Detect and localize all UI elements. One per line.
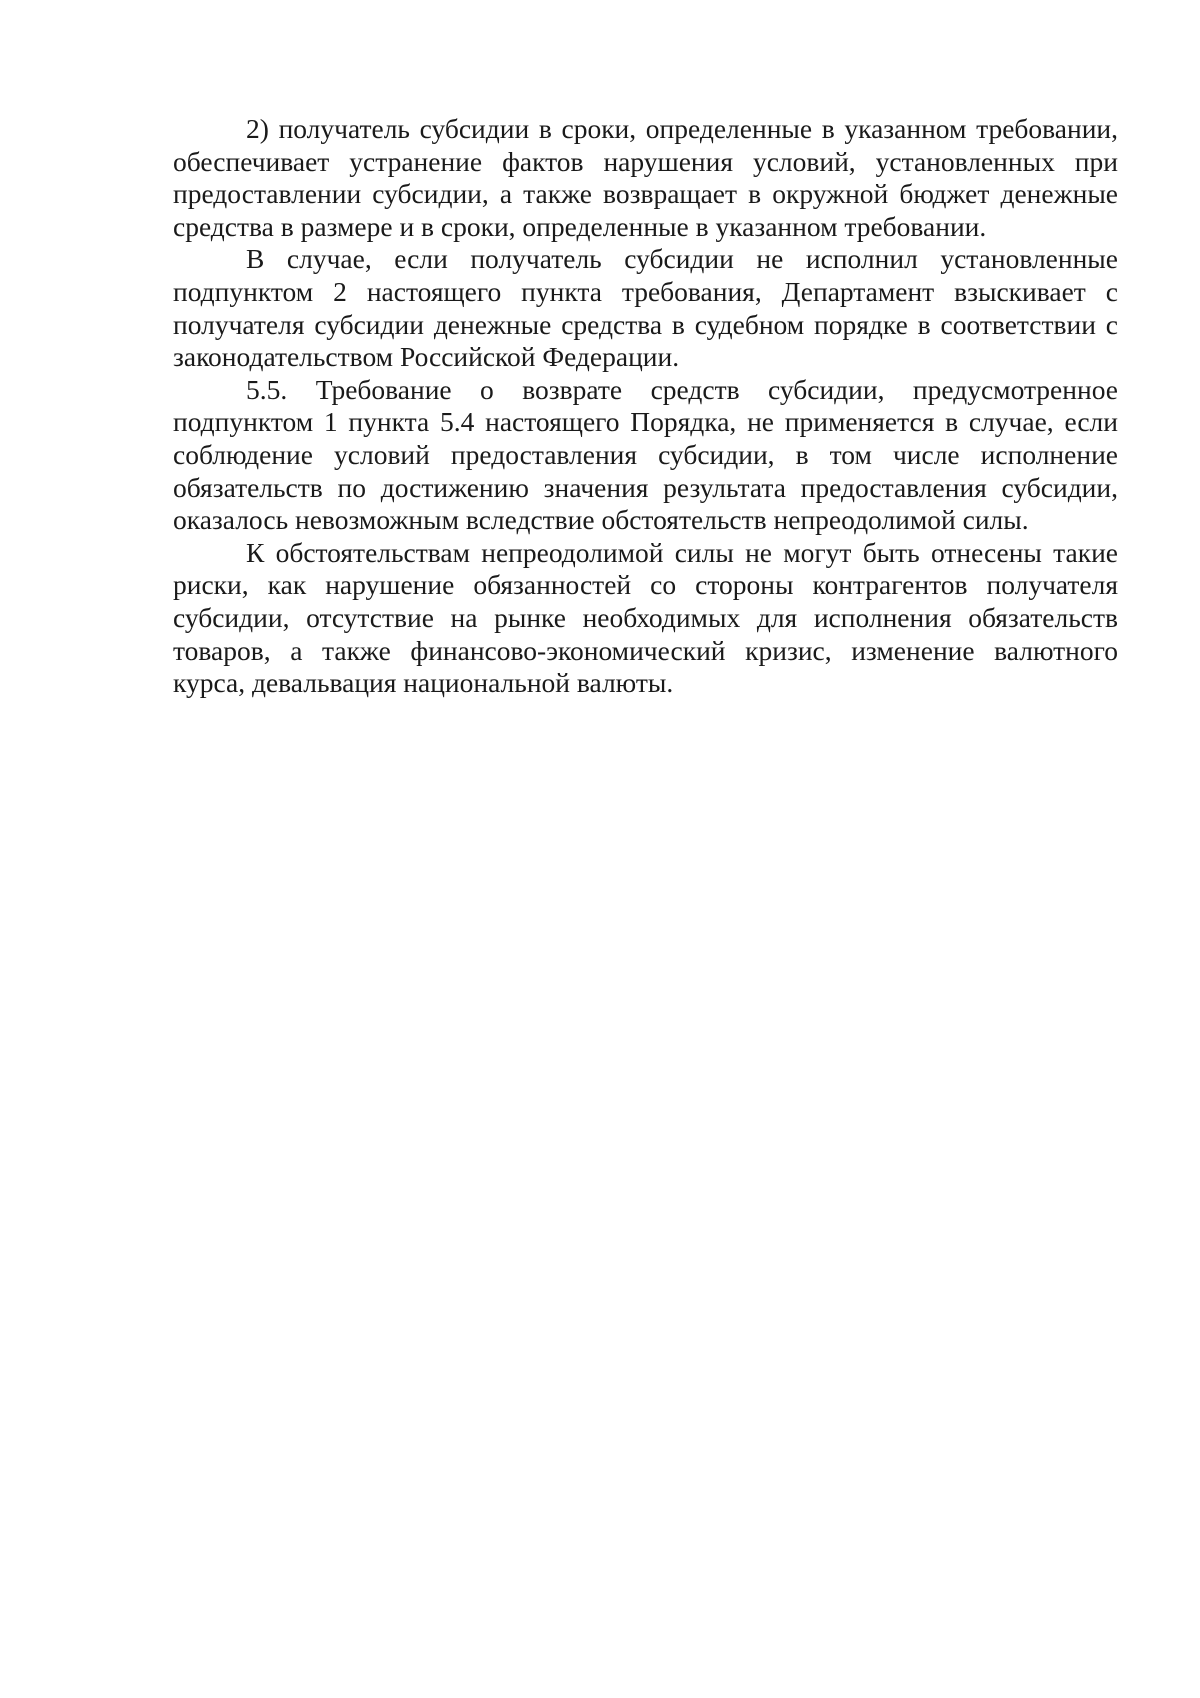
paragraph-section-5-5: 5.5. Требование о возврате средств субсидии, предусмотренное подпунктом 1 пункта 5.4 настоящего Порядка, не применяется в случае, если соблюдение условий предоставления субсидии, в том числе исполнение обязательств по достижению значения результата предоставления субсидии, оказалось невозможным вследствие обстоятельств непреодолимой силы.: [173, 373, 1118, 536]
paragraph-force-majeure-exclusions: К обстоятельствам непреодолимой силы не могут быть отнесены такие риски, как нарушение обязанностей со стороны контрагентов получателя субсидии, отсутствие на рынке необходимых для исполнения обязательств товаров, а также финансово-экономический кризис, изменение валютного курса, девальвация национальной валюты.: [173, 536, 1118, 699]
paragraph-subsidy-return-requirement: 2) получатель субсидии в сроки, определенные в указанном требовании, обеспечивает устранение фактов нарушения условий, установленных при предоставлении субсидии, а также возвращает в окружной бюджет денежные средства в размере и в сроки, определенные в указанном требовании.: [173, 113, 1118, 242]
paragraph-judicial-recovery: В случае, если получатель субсидии не исполнил установленные подпунктом 2 настоящего пункта требования, Департамент взыскивает с получателя субсидии денежные средства в судебном порядке в соответствии с законодательством Российской Федерации.: [173, 243, 1118, 373]
document-body: [173, 113, 1118, 700]
